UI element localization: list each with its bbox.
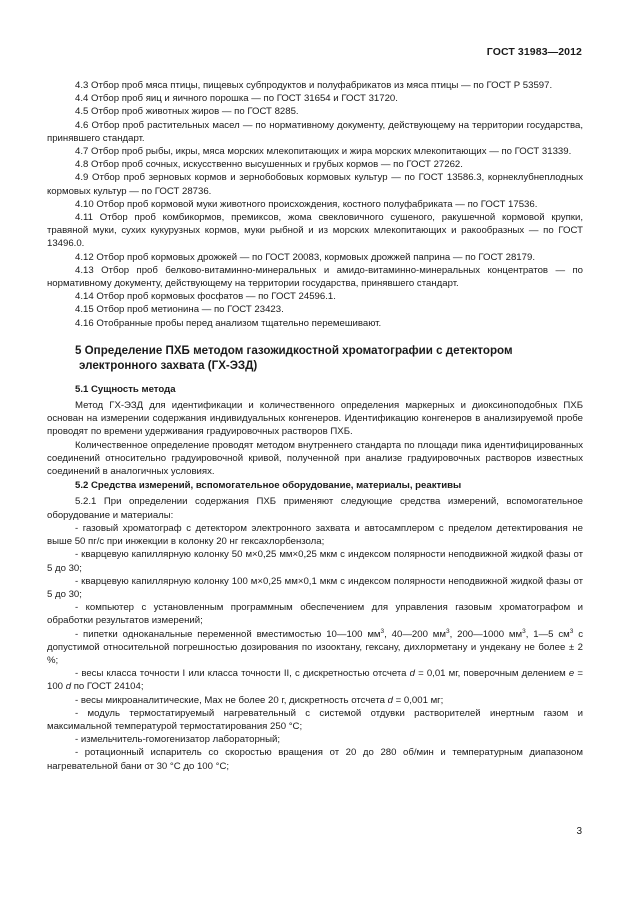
paragraph-4-9: 4.9 Отбор проб зерновых кормов и зернобобовых кормовых культур — по ГОСТ 13586.3, корнеклубнеплодных кормовых культур — по ГОСТ 28736. bbox=[47, 172, 583, 197]
paragraph-4-13: 4.13 Отбор проб белково-витаминно-минеральных и амидо-витаминно-минеральных концентратов — по нормативному документу, действующему на территории государства, принявшего стандарт. bbox=[47, 264, 583, 290]
paragraph-4-12: 4.12 Отбор проб кормовых дрожжей — по ГОСТ 20083, кормовых дрожжей паприна — по ГОСТ 28179. bbox=[75, 251, 535, 263]
page-content bbox=[47, 79, 583, 773]
paragraph-4-10: 4.10 Отбор проб кормовой муки животного происхождения, костного полуфабриката — по ГОСТ 17536. bbox=[75, 198, 538, 210]
subsection-5-1-heading: 5.1 Сущность метода bbox=[75, 383, 176, 395]
subsection-5-2-heading: 5.2 Средства измерений, вспомогательное оборудование, материалы, реактивы bbox=[75, 480, 462, 492]
paragraph-5-1-quantification: Количественное определение проводят методом внутреннего стандарта по площади пика идентифицированных соединений относительно градуировочной кривой, полученной при анализе градуировочных растворов известных соединений в аналогичных условиях. bbox=[47, 439, 583, 478]
list-item-column-100m: - кварцевую капиллярную колонку 100 м×0,25 мм×0,1 мкм с индексом полярности неподвижной жидкой фазы от 5 до 30; bbox=[47, 575, 583, 600]
list-item-thermostat-module: - модуль термостатируемый нагревательный с системой отдувки растворителей инертным газом и максимальной температурой термостатирования 250 °С; bbox=[47, 707, 583, 732]
paragraph-4-16: 4.16 Отобранные пробы перед анализом тщательно перемешивают. bbox=[75, 317, 382, 329]
page-number: 3 bbox=[576, 826, 582, 837]
section-5-title-line2: электронного захвата (ГХ-ЭЗД) bbox=[79, 358, 258, 372]
list-item-microbalance: - весы микроаналитические, Max не более 20 г, дискретность отсчета d = 0,001 мг; bbox=[75, 694, 444, 706]
section-5-title-line1: 5 Определение ПХБ методом газожидкостной хроматографии с детектором bbox=[75, 343, 513, 357]
paragraph-4-7: 4.7 Отбор проб рыбы, икры, мяса морских млекопитающих и жира морских млекопитающих — по ГОСТ 31339. bbox=[75, 146, 572, 158]
paragraph-4-8: 4.8 Отбор проб сочных, искусственно высушенных и грубых кормов — по ГОСТ 27262. bbox=[75, 159, 463, 171]
document-code-header: ГОСТ 31983—2012 bbox=[486, 46, 582, 58]
paragraph-4-4: 4.4 Отбор проб яиц и яичного порошка — по ГОСТ 31654 и ГОСТ 31720. bbox=[75, 93, 398, 105]
list-item-rotary-evaporator: - ротационный испаритель со скоростью вращения от 20 до 280 об/мин и температурным диапазоном нагревательной бани от 30 °С до 100 °С; bbox=[47, 747, 583, 772]
paragraph-5-2-1-intro: 5.2.1 При определении содержания ПХБ применяют следующие средства измерений, вспомогательное оборудование и материалы: bbox=[47, 496, 583, 521]
list-item-pipettes: - пипетки одноканальные переменной вместимостью 10—100 $мм^3$, 40—200 $мм^3$, 200—1000 $мм^3$, 1—5 $см^3$ с допустимой относительной погрешностью дозирования по изооктану, гексану, дихлорметану и ундекану не более ± 2 %; bbox=[47, 627, 584, 666]
paragraph-4-3: 4.3 Отбор проб мяса птицы, пищевых субпродуктов и полуфабрикатов из мяса птицы — по ГОСТ Р 53597. bbox=[75, 80, 553, 91]
paragraph-4-11: 4.11 Отбор проб комбикормов, премиксов, жома свекловичного сушеного, ракушечной кормовой крупки, травяной муки, сухих кукурузных кормов, муки рыбной и из морских млекопитающих и ракообразных — по ГОСТ 13496.0. bbox=[47, 212, 583, 250]
list-item-chromatograph: - газовый хроматограф с детектором электронного захвата и автосамплером с пределом детектирования не выше 50 пг/с при инжекции в колонку 20 нг гексахлорбензола; bbox=[47, 522, 583, 548]
paragraph-4-15: 4.15 Отбор проб метионина — по ГОСТ 23423. bbox=[75, 304, 284, 316]
list-item-column-50m: - кварцевую капиллярную колонку 50 м×0,25 мм×0,25 мкм с индексом полярности неподвижной жидкой фазы от 5 до 30; bbox=[47, 549, 583, 574]
paragraph-4-6: 4.6 Отбор проб растительных масел — по нормативному документу, действующему на территории государства, принявшего стандарт. bbox=[47, 119, 583, 144]
list-item-computer: - компьютер с установленным программным обеспечением для управления газовым хроматографом и обработки результатов измерений; bbox=[47, 602, 583, 627]
paragraph-4-5: 4.5 Отбор проб животных жиров — по ГОСТ 8285. bbox=[75, 106, 299, 118]
list-item-homogenizer: - измельчитель-гомогенизатор лабораторный; bbox=[75, 734, 281, 746]
paragraph-5-1-method: Метод ГХ-ЭЗД для идентификации и количественного определения маркерных и диоксиноподобных ПХБ основан на измерении содержания индивидуальных конгенеров. Идентификацию конгенеров в анализируемой пробе проводят по времени удерживания градуировочных растворов ПХБ. bbox=[47, 400, 583, 438]
paragraph-4-14: 4.14 Отбор проб кормовых фосфатов — по ГОСТ 24596.1. bbox=[75, 291, 336, 303]
section-5-heading bbox=[47, 343, 583, 373]
list-item-scales: - весы класса точности I или класса точности II, с дискретностью отсчета d = 0,01 мг, поверочным делением e = 100 d по ГОСТ 24104; bbox=[47, 668, 583, 693]
